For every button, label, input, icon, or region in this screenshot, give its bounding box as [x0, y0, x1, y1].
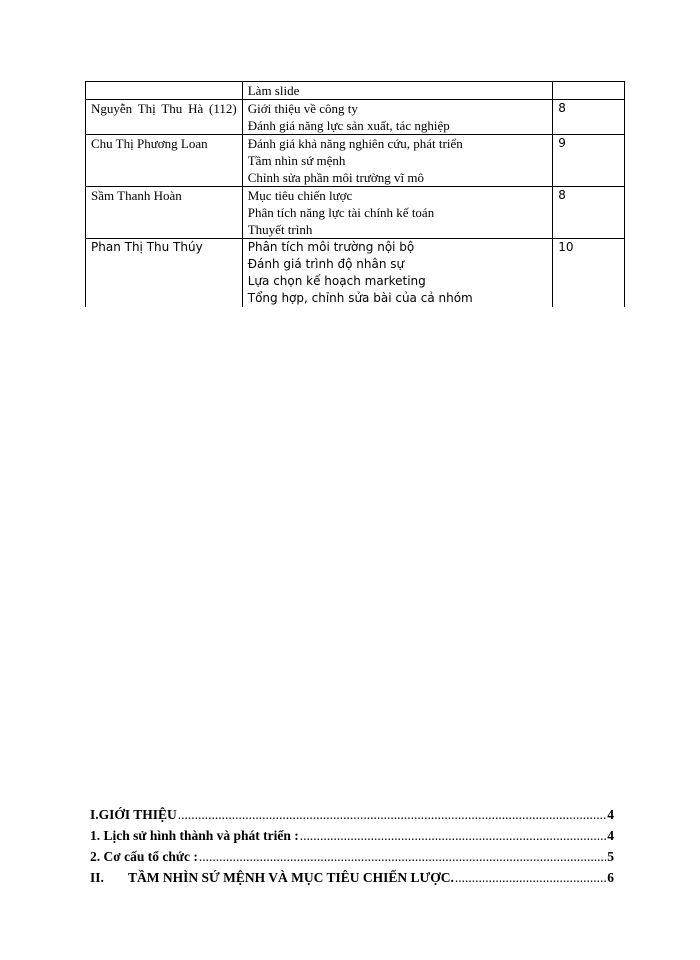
- toc-entry-page: 6: [607, 870, 614, 885]
- task-cell: [242, 100, 552, 135]
- toc-leader: [455, 867, 606, 888]
- task-line: Phân tích môi trường nội bộ: [247, 240, 415, 254]
- member-name: Sầm Thanh Hoàn: [86, 187, 243, 239]
- toc-entry-label: 2. Cơ cấu tổ chức :: [90, 849, 198, 864]
- toc-entry-number: II.: [90, 870, 104, 885]
- task-cell: [242, 135, 552, 187]
- score-cell: 8: [553, 100, 625, 135]
- table-row: [86, 187, 625, 239]
- task-line: Đánh giá trình độ nhân sự: [247, 257, 405, 271]
- toc-entry-page: 4: [607, 807, 614, 822]
- task-line: Làm slide: [247, 83, 300, 98]
- toc-leader: [199, 846, 606, 867]
- toc-entry-label: TẦM NHÌN SỨ MỆNH VÀ MỤC TIÊU CHIẾN LƯỢC.: [128, 870, 454, 885]
- task-line: Giới thiệu về công ty: [247, 101, 358, 116]
- task-line: Thuyết trình: [247, 222, 313, 237]
- member-name: Chu Thị Phương Loan: [86, 135, 243, 187]
- table-row: [86, 135, 625, 187]
- score-cell: 10: [553, 239, 625, 308]
- task-line: Chỉnh sửa phần môi trường vĩ mô: [247, 170, 424, 185]
- member-name: [86, 82, 243, 100]
- task-line: Tổng hợp, chỉnh sửa bài của cả nhóm: [247, 291, 473, 305]
- toc-entry[interactable]: [90, 825, 614, 846]
- score-cell: 9: [553, 135, 625, 187]
- toc-entry[interactable]: [90, 867, 614, 888]
- task-cell: [242, 82, 552, 100]
- toc-leader: [300, 825, 606, 846]
- task-line: Tầm nhìn sứ mệnh: [247, 153, 346, 168]
- task-line: Mục tiêu chiến lược: [247, 188, 353, 203]
- task-line: Lựa chọn kế hoạch marketing: [247, 274, 426, 288]
- toc-entry-page: 4: [607, 828, 614, 843]
- table-of-contents: [90, 804, 614, 888]
- task-line: Đánh giá năng lực sản xuất, tác nghiệp: [247, 118, 450, 133]
- task-cell: [242, 239, 552, 308]
- toc-entry-label: 1. Lịch sử hình thành và phát triển :: [90, 828, 299, 843]
- task-cell: [242, 187, 552, 239]
- task-line: Phân tích năng lực tài chính kế toán: [247, 205, 435, 220]
- score-cell: 8: [553, 187, 625, 239]
- assignment-table: [85, 81, 625, 307]
- table-row: [86, 82, 625, 100]
- toc-leader: [178, 804, 606, 825]
- member-name: Nguyễn Thị Thu Hà (112): [86, 100, 243, 135]
- member-name: Phan Thị Thu Thúy: [86, 239, 243, 308]
- toc-entry[interactable]: [90, 804, 614, 825]
- table-row: [86, 100, 625, 135]
- toc-entry[interactable]: [90, 846, 614, 867]
- task-line: Đánh giá khả năng nghiên cứu, phát triển: [247, 136, 463, 151]
- toc-entry-label: I.GIỚI THIỆU: [90, 807, 177, 822]
- score-cell: [553, 82, 625, 100]
- table-row: [86, 239, 625, 308]
- toc-entry-page: 5: [607, 849, 614, 864]
